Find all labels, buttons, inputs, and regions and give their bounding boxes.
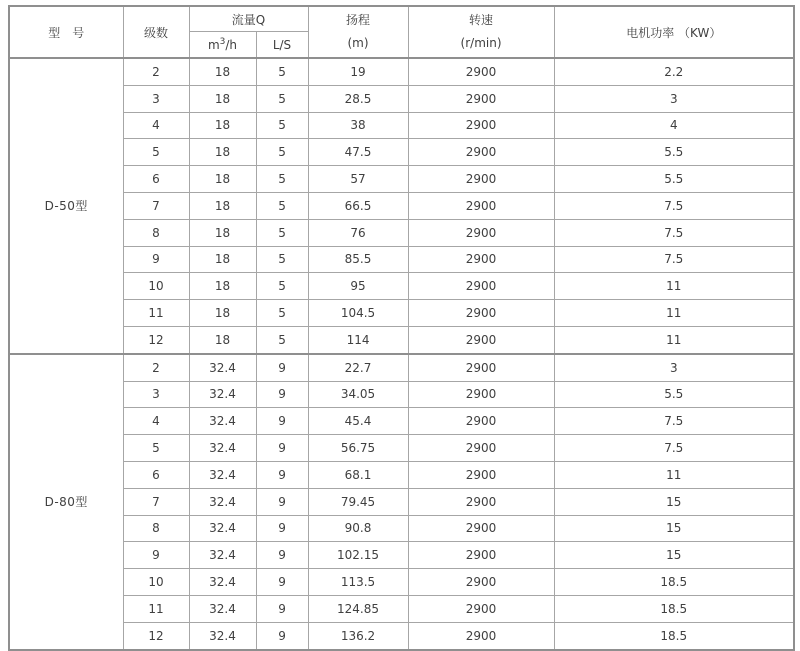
cell-motor-power-kw: 15 — [554, 488, 794, 515]
cell-head-m: 104.5 — [308, 300, 408, 327]
table-row — [9, 166, 794, 193]
cell-stages: 6 — [123, 461, 189, 488]
table-row — [9, 461, 794, 488]
cell-stages: 11 — [123, 300, 189, 327]
cell-flow-ls: 9 — [256, 622, 308, 649]
table-row — [9, 515, 794, 542]
cell-motor-power-kw: 15 — [554, 515, 794, 542]
header-head-unit: (m) — [347, 36, 369, 50]
table-row — [9, 408, 794, 435]
cell-motor-power-kw: 7.5 — [554, 435, 794, 462]
model-cell: D-50型 — [9, 58, 123, 354]
table-row — [9, 435, 794, 462]
cell-flow-m3h: 18 — [189, 85, 256, 112]
cell-speed-rmin: 2900 — [408, 515, 554, 542]
cell-motor-power-kw: 7.5 — [554, 246, 794, 273]
cell-stages: 12 — [123, 622, 189, 649]
cell-flow-m3h: 32.4 — [189, 595, 256, 622]
cell-flow-ls: 9 — [256, 408, 308, 435]
cell-flow-m3h: 18 — [189, 139, 256, 166]
cell-speed-rmin: 2900 — [408, 246, 554, 273]
cell-flow-ls: 9 — [256, 488, 308, 515]
table-row — [9, 300, 794, 327]
cell-head-m: 56.75 — [308, 435, 408, 462]
table-row — [9, 595, 794, 622]
cell-head-m: 66.5 — [308, 192, 408, 219]
flow-m3h-sup: 3 — [219, 36, 226, 47]
cell-speed-rmin: 2900 — [408, 569, 554, 596]
header-speed — [408, 6, 554, 58]
cell-motor-power-kw: 11 — [554, 461, 794, 488]
table-row — [9, 326, 794, 353]
cell-flow-ls: 5 — [256, 166, 308, 193]
cell-speed-rmin: 2900 — [408, 408, 554, 435]
cell-flow-m3h: 18 — [189, 300, 256, 327]
cell-head-m: 57 — [308, 166, 408, 193]
cell-flow-ls: 5 — [256, 273, 308, 300]
cell-flow-ls: 5 — [256, 58, 308, 85]
header-stages: 级数 — [123, 6, 189, 58]
table-row — [9, 273, 794, 300]
cell-stages: 5 — [123, 139, 189, 166]
cell-flow-m3h: 32.4 — [189, 542, 256, 569]
cell-flow-m3h: 18 — [189, 246, 256, 273]
cell-flow-ls: 9 — [256, 435, 308, 462]
cell-head-m: 113.5 — [308, 569, 408, 596]
cell-flow-ls: 9 — [256, 461, 308, 488]
cell-flow-ls: 5 — [256, 192, 308, 219]
table-row — [9, 58, 794, 85]
cell-speed-rmin: 2900 — [408, 300, 554, 327]
cell-speed-rmin: 2900 — [408, 192, 554, 219]
cell-stages: 8 — [123, 219, 189, 246]
cell-speed-rmin: 2900 — [408, 85, 554, 112]
cell-flow-m3h: 32.4 — [189, 381, 256, 408]
cell-stages: 7 — [123, 192, 189, 219]
model-cell: D-80型 — [9, 354, 123, 650]
cell-motor-power-kw: 7.5 — [554, 408, 794, 435]
cell-flow-ls: 5 — [256, 326, 308, 353]
cell-flow-ls: 5 — [256, 85, 308, 112]
cell-motor-power-kw: 18.5 — [554, 569, 794, 596]
cell-speed-rmin: 2900 — [408, 112, 554, 139]
table-row — [9, 542, 794, 569]
cell-stages: 10 — [123, 273, 189, 300]
cell-head-m: 45.4 — [308, 408, 408, 435]
cell-speed-rmin: 2900 — [408, 354, 554, 381]
table-row — [9, 569, 794, 596]
cell-head-m: 28.5 — [308, 85, 408, 112]
cell-flow-m3h: 32.4 — [189, 461, 256, 488]
cell-motor-power-kw: 3 — [554, 354, 794, 381]
table-header — [9, 6, 794, 58]
cell-head-m: 68.1 — [308, 461, 408, 488]
cell-speed-rmin: 2900 — [408, 542, 554, 569]
cell-flow-ls: 5 — [256, 139, 308, 166]
cell-stages: 4 — [123, 408, 189, 435]
table-row — [9, 622, 794, 649]
cell-head-m: 79.45 — [308, 488, 408, 515]
table-row — [9, 85, 794, 112]
cell-speed-rmin: 2900 — [408, 219, 554, 246]
cell-head-m: 102.15 — [308, 542, 408, 569]
cell-motor-power-kw: 11 — [554, 326, 794, 353]
pump-spec-table — [8, 5, 795, 651]
table-row — [9, 488, 794, 515]
cell-motor-power-kw: 11 — [554, 300, 794, 327]
header-head-title: 扬程 — [346, 13, 371, 27]
cell-motor-power-kw: 5.5 — [554, 166, 794, 193]
cell-stages: 3 — [123, 381, 189, 408]
cell-flow-ls: 5 — [256, 246, 308, 273]
cell-speed-rmin: 2900 — [408, 435, 554, 462]
cell-flow-ls: 5 — [256, 219, 308, 246]
cell-motor-power-kw: 7.5 — [554, 192, 794, 219]
cell-flow-m3h: 18 — [189, 273, 256, 300]
cell-motor-power-kw: 18.5 — [554, 622, 794, 649]
cell-speed-rmin: 2900 — [408, 326, 554, 353]
cell-speed-rmin: 2900 — [408, 488, 554, 515]
cell-head-m: 34.05 — [308, 381, 408, 408]
cell-speed-rmin: 2900 — [408, 595, 554, 622]
flow-m3h-base: m — [207, 37, 220, 52]
cell-flow-m3h: 18 — [189, 166, 256, 193]
table-row — [9, 219, 794, 246]
cell-head-m: 76 — [308, 219, 408, 246]
cell-stages: 10 — [123, 569, 189, 596]
cell-flow-m3h: 18 — [189, 58, 256, 85]
table-row — [9, 192, 794, 219]
table-body — [9, 58, 794, 650]
table-row — [9, 246, 794, 273]
header-speed-unit: (r/min) — [460, 36, 502, 50]
cell-flow-m3h: 18 — [189, 326, 256, 353]
cell-speed-rmin: 2900 — [408, 461, 554, 488]
cell-flow-m3h: 32.4 — [189, 515, 256, 542]
header-flow-group: 流量Q — [189, 6, 308, 32]
cell-stages: 9 — [123, 542, 189, 569]
cell-flow-ls: 9 — [256, 515, 308, 542]
cell-stages: 5 — [123, 435, 189, 462]
header-flow-ls: L/S — [256, 32, 308, 59]
table-row — [9, 354, 794, 381]
cell-flow-ls: 9 — [256, 595, 308, 622]
cell-speed-rmin: 2900 — [408, 273, 554, 300]
cell-flow-ls: 9 — [256, 542, 308, 569]
cell-flow-m3h: 18 — [189, 192, 256, 219]
cell-head-m: 19 — [308, 58, 408, 85]
cell-motor-power-kw: 4 — [554, 112, 794, 139]
cell-flow-ls: 9 — [256, 569, 308, 596]
cell-motor-power-kw: 5.5 — [554, 139, 794, 166]
cell-flow-m3h: 32.4 — [189, 354, 256, 381]
cell-flow-m3h: 32.4 — [189, 622, 256, 649]
cell-flow-m3h: 32.4 — [189, 488, 256, 515]
cell-flow-ls: 9 — [256, 381, 308, 408]
cell-stages: 4 — [123, 112, 189, 139]
cell-motor-power-kw: 11 — [554, 273, 794, 300]
cell-stages: 11 — [123, 595, 189, 622]
cell-motor-power-kw: 3 — [554, 85, 794, 112]
pump-spec-table-container — [8, 5, 800, 651]
cell-flow-m3h: 18 — [189, 112, 256, 139]
cell-flow-ls: 9 — [256, 354, 308, 381]
cell-stages: 12 — [123, 326, 189, 353]
cell-stages: 8 — [123, 515, 189, 542]
cell-speed-rmin: 2900 — [408, 166, 554, 193]
flow-m3h-rest: /h — [225, 37, 238, 52]
cell-speed-rmin: 2900 — [408, 622, 554, 649]
cell-flow-m3h: 32.4 — [189, 569, 256, 596]
cell-motor-power-kw: 2.2 — [554, 58, 794, 85]
cell-motor-power-kw: 18.5 — [554, 595, 794, 622]
cell-stages: 7 — [123, 488, 189, 515]
cell-stages: 2 — [123, 58, 189, 85]
cell-motor-power-kw: 7.5 — [554, 219, 794, 246]
cell-head-m: 38 — [308, 112, 408, 139]
cell-head-m: 124.85 — [308, 595, 408, 622]
cell-head-m: 47.5 — [308, 139, 408, 166]
cell-stages: 9 — [123, 246, 189, 273]
cell-flow-m3h: 18 — [189, 219, 256, 246]
cell-flow-m3h: 32.4 — [189, 408, 256, 435]
header-motor-power: 电机功率 （KW） — [554, 6, 794, 58]
cell-flow-ls: 5 — [256, 300, 308, 327]
header-head — [308, 6, 408, 58]
cell-head-m: 95 — [308, 273, 408, 300]
cell-speed-rmin: 2900 — [408, 381, 554, 408]
cell-stages: 2 — [123, 354, 189, 381]
header-speed-title: 转速 — [469, 13, 494, 27]
cell-head-m: 85.5 — [308, 246, 408, 273]
cell-head-m: 136.2 — [308, 622, 408, 649]
cell-stages: 6 — [123, 166, 189, 193]
cell-head-m: 90.8 — [308, 515, 408, 542]
cell-motor-power-kw: 15 — [554, 542, 794, 569]
cell-head-m: 22.7 — [308, 354, 408, 381]
cell-flow-ls: 5 — [256, 112, 308, 139]
header-flow-m3h — [189, 32, 256, 59]
cell-stages: 3 — [123, 85, 189, 112]
cell-motor-power-kw: 5.5 — [554, 381, 794, 408]
table-row — [9, 381, 794, 408]
table-row — [9, 112, 794, 139]
cell-head-m: 114 — [308, 326, 408, 353]
header-model: 型 号 — [9, 6, 123, 58]
cell-flow-m3h: 32.4 — [189, 435, 256, 462]
cell-speed-rmin: 2900 — [408, 58, 554, 85]
table-row — [9, 139, 794, 166]
cell-speed-rmin: 2900 — [408, 139, 554, 166]
